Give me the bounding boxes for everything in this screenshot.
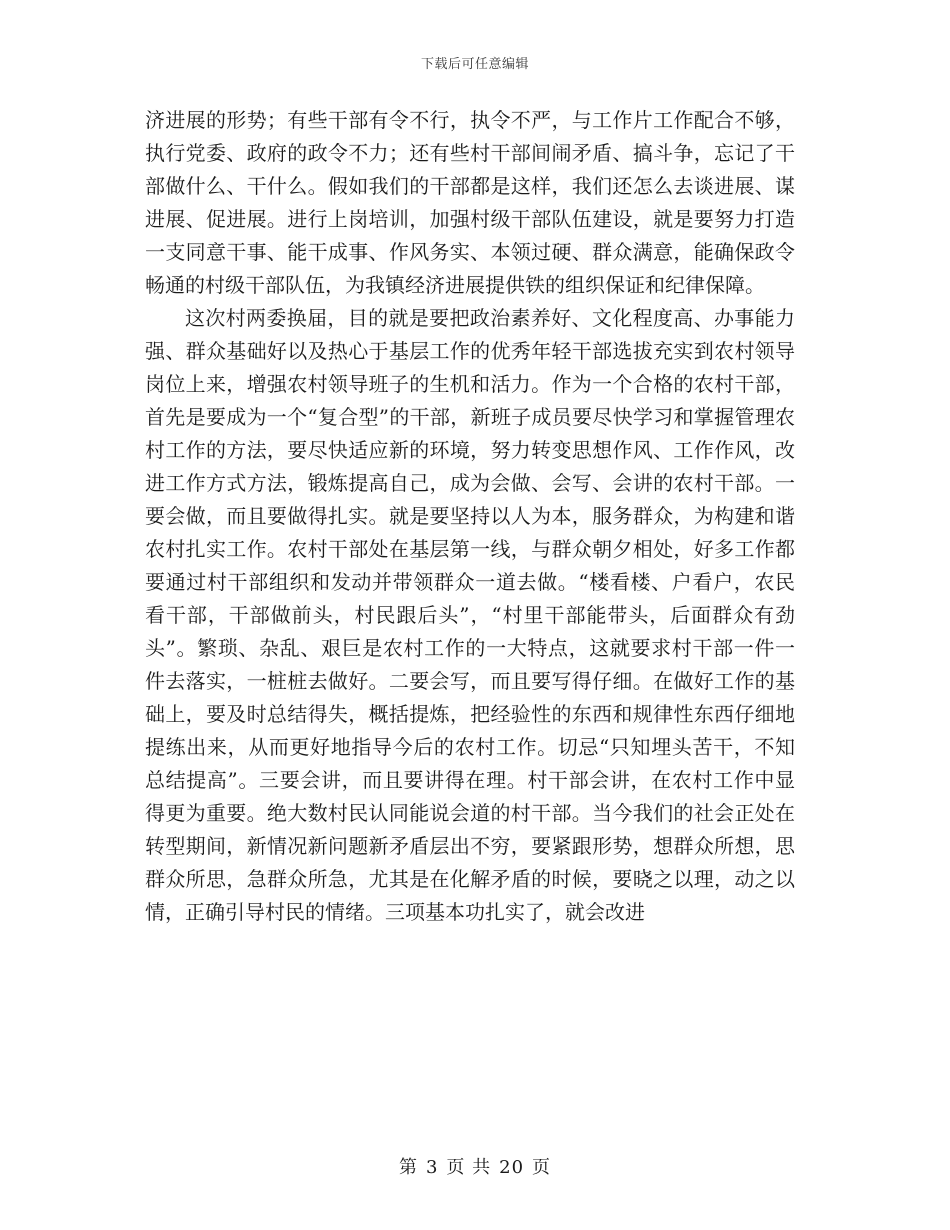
footer-prefix: 第	[398, 1157, 418, 1178]
header-text: 下载后可任意编辑	[420, 57, 529, 72]
page-footer	[0, 1153, 950, 1179]
page-header	[0, 53, 950, 72]
current-page-number: 3	[425, 1157, 439, 1178]
footer-middle: 页 共	[446, 1157, 492, 1178]
paragraph-election: 这次村两委换届，目的就是要把政治素养好、文化程度高、办事能力强、群众基础好以及热心于基层工作的优秀年轻干部选拔充实到农村领导岗位上来，增强农村领导班子的生机和活力。作为一个合格的农村干部，首先是要成为一个“复合型”的干部，新班子成员要尽快学习和掌握管理农村工作的方法，要尽快适应新的环境，努力转变思想作风、工作作风，改进工作方式方法，锻炼提高自己，成为会做、会写、会讲的农村干部。一要会做，而且要做得扎实。就是要坚持以人为本，服务群众，为构建和谐农村扎实工作。农村干部处在基层第一线，与群众朝夕相处，好多工作都要通过村干部组织和发动并带领群众一道去做。“楼看楼、户看户，农民看干部，干部做前头，村民跟后头”，“村里干部能带头，后面群众有劲头”。繁琐、杂乱、艰巨是农村工作的一大特点，这就要求村干部一件一件去落实，一桩桩去做好。二要会写，而且要写得仔细。在做好工作的基础上，要及时总结得失，概括提炼，把经验性的东西和规律性东西仔细地提练出来，从而更好地指导今后的农村工作。切忌“只知埋头苦干，不知总结提高”。三要会讲，而且要讲得在理。村干部会讲，在农村工作中显得更为重要。绝大数村民认同能说会道的村干部。当今我们的社会正处在转型期间，新情况新问题新矛盾层出不穷，要紧跟形势，想群众所想，思群众所思，急群众所急，尤其是在化解矛盾的时候，要晓之以理，动之以情，正确引导村民的情绪。三项基本功扎实了，就会改进	[145, 306, 795, 924]
total-pages-number: 20	[499, 1157, 525, 1178]
document-body	[145, 104, 795, 929]
paragraph-continuation: 济进展的形势；有些干部有令不行，执令不严，与工作片工作配合不够，执行党委、政府的政令不力；还有些村干部间闹矛盾、搞斗争，忘记了干部做什么、干什么。假如我们的干部都是这样，我们还怎么去谈进展、谋进展、促进展。进行上岗培训，加强村级干部队伍建设，就是要努力打造一支同意干事、能干成事、作风务实、本领过硬、群众满意，能确保政令畅通的村级干部队伍，为我镇经济进展提供铁的组织保证和纪律保障。	[145, 108, 795, 297]
footer-suffix: 页	[532, 1157, 552, 1178]
